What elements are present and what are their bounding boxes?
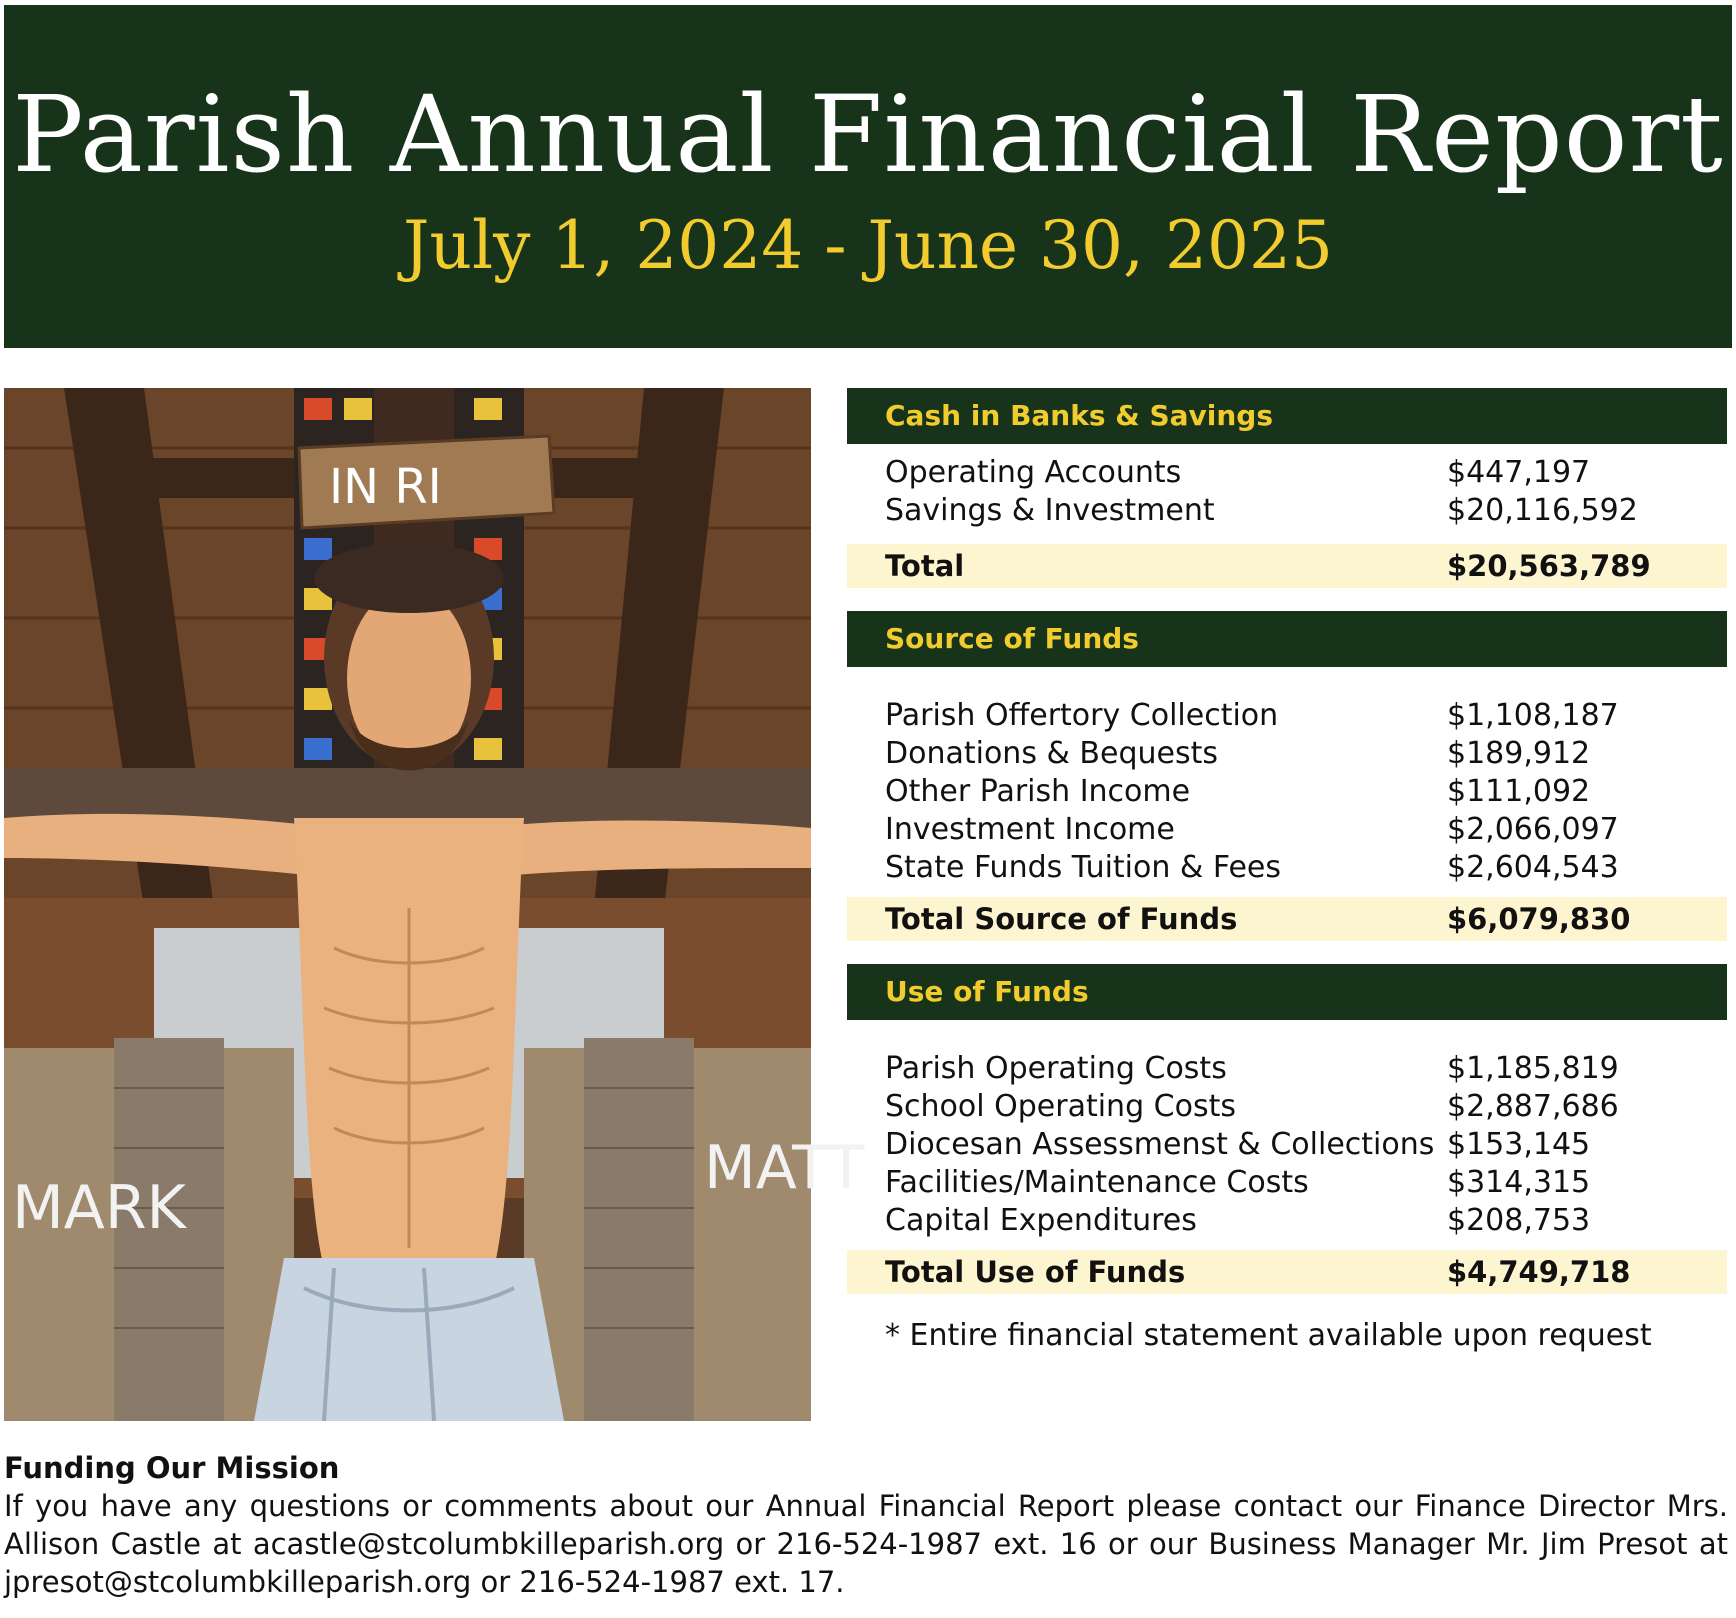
total-value: $4,749,718 [1447, 1255, 1631, 1289]
mission-text: If you have any questions or comments about our Annual Financial Report please contact our Finance Director Mrs. Allison Castle at acastle@stcolumbkilleparish.org or 216-524-1987 ext. 16 or our Business Manager Mr. Jim Presot at jpresot@stcolumbkilleparish.org or 216-524-1987 ext. 17. [4, 1489, 1728, 1599]
row-label: Facilities/Maintenance Costs [885, 1165, 1309, 1200]
mission-title: Funding Our Mission [4, 1451, 340, 1485]
financial-summary [847, 388, 1727, 1356]
wall-letters-left: MARK [12, 1173, 186, 1243]
table-row [885, 1126, 1727, 1164]
row-value: $2,066,097 [1447, 812, 1619, 847]
table-row [885, 454, 1727, 492]
row-value: $447,197 [1447, 455, 1591, 490]
row-label: Diocesan Assessmenst & Collections [885, 1127, 1435, 1162]
report-period: July 1, 2024 - June 30, 2025 [403, 207, 1333, 284]
cash-total-row [847, 544, 1727, 588]
row-label: Savings & Investment [885, 493, 1215, 528]
table-row [885, 849, 1727, 887]
sources-rows [847, 667, 1727, 886]
total-label: Total Source of Funds [885, 902, 1238, 936]
total-value: $20,563,789 [1447, 549, 1651, 583]
table-row [885, 735, 1727, 773]
uses-total-row [847, 1250, 1727, 1294]
table-row [885, 1164, 1727, 1202]
row-value: $1,185,819 [1447, 1051, 1619, 1086]
row-value: $2,604,543 [1447, 850, 1619, 885]
cash-rows [847, 444, 1727, 544]
report-title: Parish Annual Financial Report [12, 73, 1724, 196]
row-label: State Funds Tuition & Fees [885, 850, 1282, 885]
row-label: Capital Expenditures [885, 1203, 1197, 1238]
crucifix-photo [4, 388, 865, 1421]
table-row [885, 492, 1727, 530]
row-label: Investment Income [885, 812, 1175, 847]
row-value: $2,887,686 [1447, 1089, 1619, 1124]
total-label: Total Use of Funds [885, 1255, 1186, 1289]
row-value: $111,092 [1447, 774, 1591, 809]
table-row [885, 1202, 1727, 1240]
row-value: $153,145 [1447, 1127, 1591, 1162]
total-label: Total [885, 549, 965, 583]
row-label: Operating Accounts [885, 455, 1182, 490]
cash-heading: Cash in Banks & Savings [847, 388, 1727, 444]
table-row [885, 811, 1727, 849]
row-value: $20,116,592 [1447, 493, 1638, 528]
row-label: Donations & Bequests [885, 736, 1218, 771]
row-value: $208,753 [1447, 1203, 1591, 1238]
table-row [885, 1050, 1727, 1088]
mission-section [4, 1449, 1728, 1601]
inri-sign: IN RI [329, 459, 442, 515]
row-value: $189,912 [1447, 736, 1591, 771]
sources-total-row [847, 897, 1727, 941]
header-banner [4, 5, 1732, 348]
sources-heading: Source of Funds [847, 611, 1727, 667]
table-row [885, 773, 1727, 811]
row-label: Other Parish Income [885, 774, 1191, 809]
uses-heading: Use of Funds [847, 964, 1727, 1020]
table-row [885, 1088, 1727, 1126]
row-label: School Operating Costs [885, 1089, 1236, 1124]
row-value: $314,315 [1447, 1165, 1591, 1200]
row-label: Parish Offertory Collection [885, 698, 1279, 733]
row-value: $1,108,187 [1447, 698, 1619, 733]
wall-letters-right: MATT [704, 1133, 865, 1203]
total-value: $6,079,830 [1447, 902, 1631, 936]
statement-note: * Entire financial statement available upon request [885, 1318, 1652, 1353]
uses-rows [847, 1020, 1727, 1239]
table-row [885, 697, 1727, 735]
row-label: Parish Operating Costs [885, 1051, 1227, 1086]
